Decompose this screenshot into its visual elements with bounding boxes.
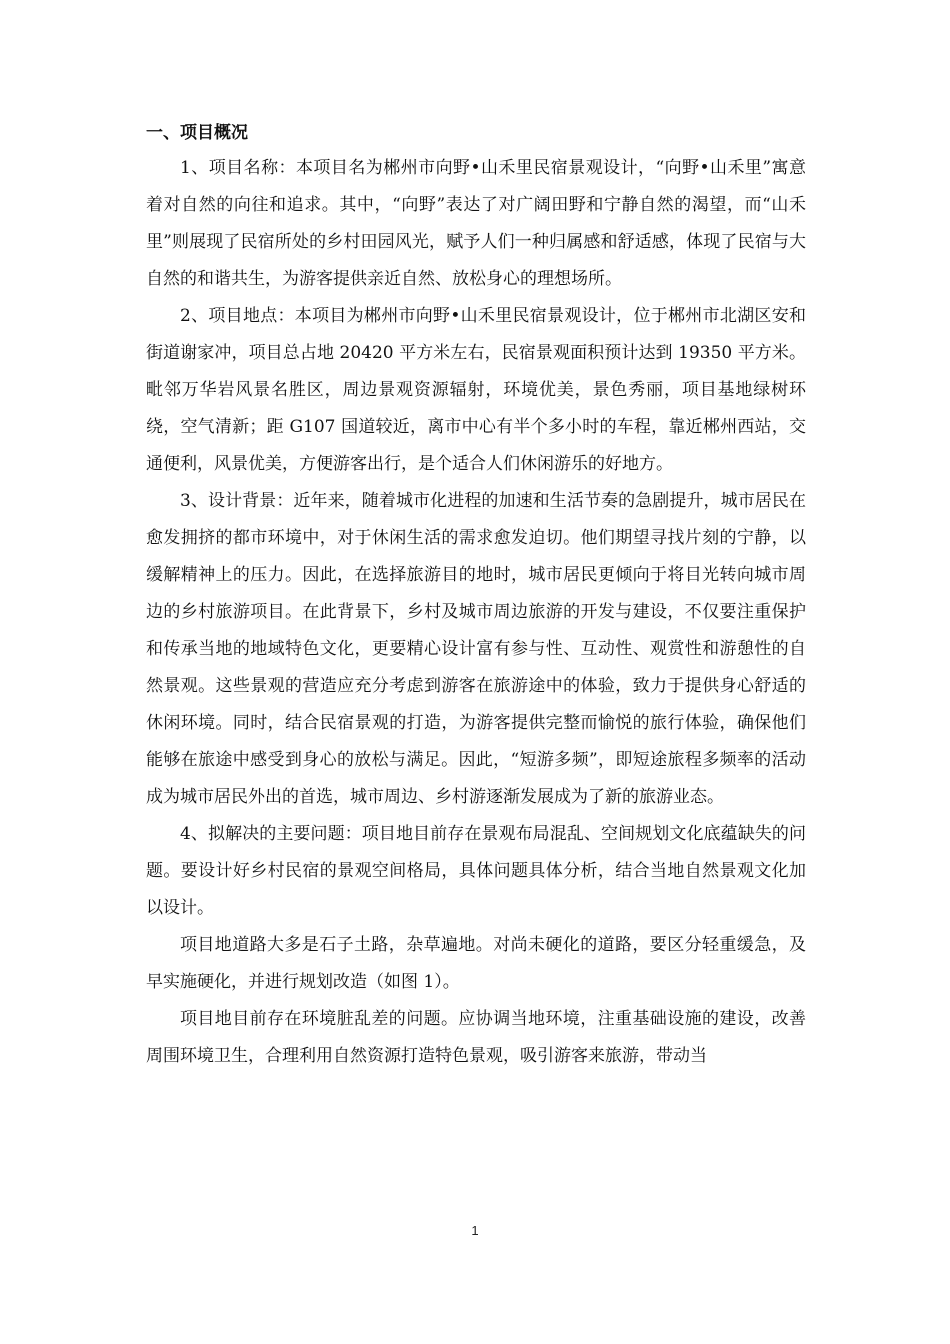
paragraph-environment: 项目地目前存在环境脏乱差的问题。应协调当地环境，注重基础设施的建设，改善周围环境卫生，合理利用自然资源打造特色景观，吸引游客来旅游，带动当 (146, 1009, 806, 1066)
paragraph-roads: 项目地道路大多是石子土路，杂草遍地。对尚未硬化的道路，要区分轻重缓急，及早实施硬化，并进行规划改造（如图 1）。 (146, 935, 806, 992)
document-page (146, 118, 806, 1075)
paragraph-project-name: 1、项目名称：本项目名为郴州市向野•山禾里民宿景观设计，“向野•山禾里”寓意着对自然的向往和追求。其中，“向野”表达了对广阔田野和宁静自然的渴望，而“山禾里”则展现了民宿所处的乡村田园风光，赋予人们一种归属感和舒适感，体现了民宿与大自然的和谐共生，为游客提供亲近自然、放松身心的理想场所。 (146, 158, 806, 289)
paragraph-main-problems: 4、拟解决的主要问题：项目地目前存在景观布局混乱、空间规划文化底蕴缺失的问题。要设计好乡村民宿的景观空间格局，具体问题具体分析，结合当地自然景观文化加以设计。 (146, 824, 806, 918)
paragraph-project-location: 2、项目地点：本项目为郴州市向野•山禾里民宿景观设计，位于郴州市北湖区安和街道谢家冲，项目总占地 20420 平方米左右，民宿景观面积预计达到 19350 平方米。毗邻万华岩风景名胜区，周边景观资源辐射，环境优美，景色秀丽，项目基地绿树环绕，空气清新；距 G107 国道较近，离市中心有半个多小时的车程，靠近郴州西站，交通便利，风景优美，方便游客出行，是个适合人们休闲游乐的好地方。 (146, 306, 806, 474)
paragraph-design-background: 3、设计背景：近年来，随着城市化进程的加速和生活节奏的急剧提升，城市居民在愈发拥挤的都市环境中，对于休闲生活的需求愈发迫切。他们期望寻找片刻的宁静，以缓解精神上的压力。因此，在选择旅游目的地时，城市居民更倾向于将目光转向城市周边的乡村旅游项目。在此背景下，乡村及城市周边旅游的开发与建设，不仅要注重保护和传承当地的地域特色文化，更要精心设计富有参与性、互动性、观赏性和游憩性的自然景观。这些景观的营造应充分考虑到游客在旅游途中的体验，致力于提供身心舒适的休闲环境。同时，结合民宿景观的打造，为游客提供完整而愉悦的旅行体验，确保他们能够在旅途中感受到身心的放松与满足。因此，“短游多频”，即短途旅程多频率的活动成为城市居民外出的首选，城市周边、乡村游逐渐发展成为了新的旅游业态。 (146, 491, 806, 807)
page-number: 1 (471, 1223, 479, 1238)
section-heading: 一、项目概况 (146, 123, 248, 143)
